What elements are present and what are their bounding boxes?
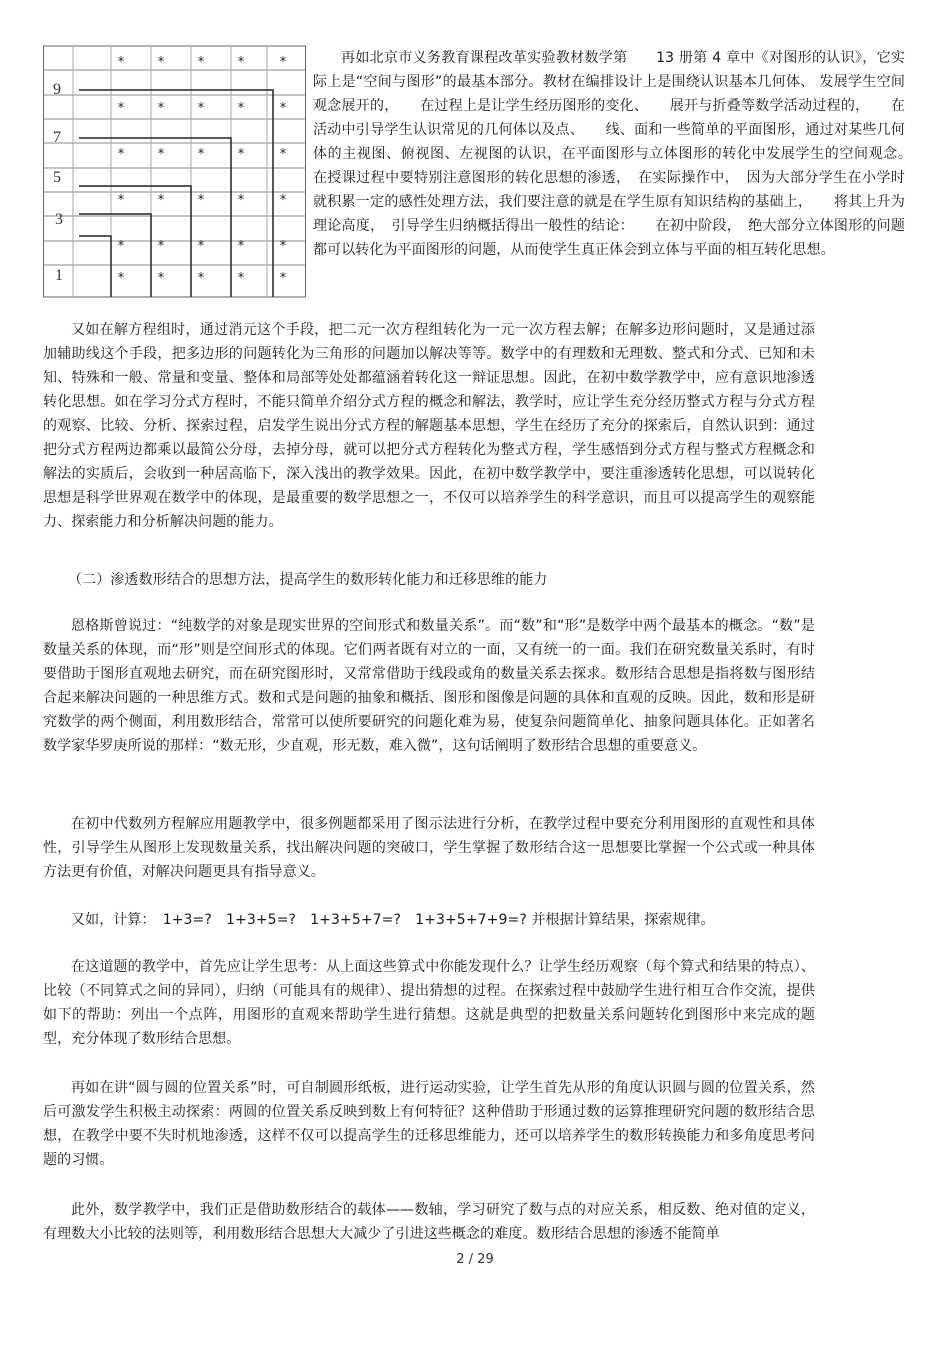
dot-marker: * xyxy=(157,271,165,286)
paragraph-dot-array-teaching: 在这道题的教学中，首先应让学生思考：从上面这些算式中你能发现什么？让学生经历观察（每个算式和结果的特点）、比较（不同算式之间的异同），归纳（可能具有的规律）、提出猜想的过程。在探索过程中鼓励学生进行相互合作交流，提供如下的帮助：列出一个点阵，用图形的直观来帮助学生进行猜想。这就是典型的把数量关系问题转化到图形中来完成的题型，充分体现了数形结合思想。 xyxy=(43,959,815,1047)
paragraph-number-line: 此外，数学教学中，我们正是借助数形结合的载体——数轴，学习研究了数与点的对应关系，相反数、绝对值的定义，有理数大小比较的法则等，利用数形结合思想大大减少了引进这些概念的难度。数形结合思想的渗透不能简单 xyxy=(43,1202,815,1242)
row-label-7: 7 xyxy=(53,129,61,146)
dot-marker: * xyxy=(279,55,287,70)
l-shape-7 xyxy=(79,138,231,297)
dot-marker: * xyxy=(197,193,205,208)
dot-marker: * xyxy=(117,55,125,70)
dot-marker: * xyxy=(279,101,287,116)
dot-marker: * xyxy=(237,271,245,286)
dot-marker: * xyxy=(279,147,287,162)
intro-paragraph: 再如北京市义务教育课程改革实验教材数学第 13 册第 4 章中《对图形的认识》，它实际上是“空间与图形”的最基本部分。教材在编排设计上是围绕认识基本几何体、 发展学生空间观念展开的， 在过程上是让学生经历图形的变化、 展开与折叠等数学活动过程的， 在活动中引导学生认识常见的几何体以及点、 线、面和一些简单的平面图形，通过对某些几何体的主视图、俯视图、左视图的认识，在平面图形与立体图形的转化中发展学生的空间观念。 在授课过程中要特别注意图形的转化思想的渗透， 在实际操作中， 因为大部分学生在小学时就积累一定的感性处理方法，我们要注意的就是在学生原有知识结构的基础上， 将其上升为理论高度， 引导学生归纳概括得出一般性的结论： 在初中阶段， 绝大部分立体图形的问题都可以转化为平面图形的问题，从而使学生真正体会到立体与平面的相互转化思想。 xyxy=(313,50,934,258)
row-label-1: 1 xyxy=(55,267,63,284)
dot-marker: * xyxy=(117,239,125,254)
page-number: 2 / 29 xyxy=(456,1252,494,1267)
paragraph-engels: 恩格斯曾说过：“纯数学的对象是现实世界的空间形式和数量关系”。而“数”和“形”是数学中两个最基本的概念。“数”是数量关系的体现，而“形”则是空间形式的体现。它们两者既有对立的一面，又有统一的一面。我们在研究数量关系时，有时要借助于图形直观地去研究，而在研究图形时，又常常借助于线段或角的数量关系去探求。数形结合思想是指将数与图形结合起来解决问题的一种思维方式。数和式是问题的抽象和概括、图形和图像是问题的具体和直观的反映。因此，数和形是研究数学的两个侧面，利用数形结合，常常可以使所要研究的问题化难为易，使复杂问题简单化、抽象问题具体化。正如著名数学家华罗庚所说的那样：“数无形，少直观，形无数，难入微”，这句话阐明了数形结合思想的重要意义。 xyxy=(43,618,815,754)
dot-marker: * xyxy=(117,101,125,116)
dot-marker: * xyxy=(197,55,205,70)
dot-marker: * xyxy=(237,55,245,70)
l-shape-1 xyxy=(79,236,111,297)
paragraph-algebra-word-problems: 在初中代数列方程解应用题教学中，很多例题都采用了图示法进行分析，在教学过程中要充分利用图形的直观性和具体性，引导学生从图形上发现数量关系，找出解决问题的突破口，学生掌握了数形结合这一思想要比掌握一个公式或一种具体方法更有价值，对解决问题更具有指导意义。 xyxy=(43,816,815,880)
dot-array-figure xyxy=(43,42,306,298)
dot-marker: * xyxy=(117,271,125,286)
dot-marker: * xyxy=(157,101,165,116)
dot-marker: * xyxy=(237,239,245,254)
dot-marker: * xyxy=(157,55,165,70)
paragraph-transformation: 又如在解方程组时，通过消元这个手段，把二元一次方程组转化为一元一次方程去解；在解多边形问题时，又是通过添加辅助线这个手段，把多边形的问题转化为三角形的问题加以解决等等。数学中的有理数和无理数、整式和分式、已知和未知、特殊和一般、常量和变量、整体和局部等处处都蕴涵着转化这一辩证思想。因此，在初中数学教学中，应有意识地渗透转化思想。如在学习分式方程时，不能只简单介绍分式方程的概念和解法，教学时，应让学生充分经历整式方程与分式方程的观察、比较、分析、探索过程，启发学生说出分式方程的解题基本思想，学生在经历了充分的探索后，自然认识到：通过把分式方程两边都乘以最简公分母，去掉分母，就可以把分式方程转化为整式方程，学生感悟到分式方程与整式方程概念和解法的实质后，会收到一种居高临下，深入浅出的教学效果。因此，在初中数学教学中，要注重渗透转化思想，可以说转化思想是科学世界观在数学中的体现，是最重要的数学思想之一，不仅可以培养学生的科学意识，而且可以提高学生的观察能力、探索能力和分析解决问题的能力。 xyxy=(43,322,815,530)
dot-marker: * xyxy=(157,239,165,254)
paragraph-circle-relation: 再如在讲“圆与圆的位置关系”时，可自制圆形纸板，进行运动实验，让学生首先从形的角度认识圆与圆的位置关系，然后可激发学生积极主动探索：两圆的位置关系反映到数上有何特征？这种借助于形通过数的运算推理研究问题的数形结合思想，在教学中要不失时机地渗透，这样不仅可以提高学生的迁移思维能力，还可以培养学生的数形转换能力和多角度思考问题的习惯。 xyxy=(43,1080,815,1168)
dot-marker: * xyxy=(117,147,125,162)
dot-array-diagram xyxy=(43,42,306,298)
dot-marker: * xyxy=(197,101,205,116)
dot-marker: * xyxy=(117,193,125,208)
dot-marker: * xyxy=(157,193,165,208)
dot-marker: * xyxy=(197,147,205,162)
figure-frame xyxy=(44,46,306,297)
dot-marker: * xyxy=(197,271,205,286)
paragraph-sum-example: 又如，计算： 1+3=? 1+3+5=? 1+3+5+7=? 1+3+5+7+9=? 并根据计算结果，探索规律。 xyxy=(71,912,715,928)
dot-marker: * xyxy=(279,239,287,254)
section-heading: （二）渗透数形结合的思想方法，提高学生的数形转化能力和迁移思维的能力 xyxy=(68,572,548,588)
row-label-3: 3 xyxy=(55,211,63,228)
dot-marker: * xyxy=(279,271,287,286)
l-shape-3 xyxy=(79,214,151,297)
row-label-9: 9 xyxy=(53,81,61,98)
dot-marker: * xyxy=(197,239,205,254)
dot-marker: * xyxy=(237,147,245,162)
dot-marker: * xyxy=(279,193,287,208)
dot-marker: * xyxy=(237,101,245,116)
row-label-5: 5 xyxy=(53,169,61,186)
dot-marker: * xyxy=(157,147,165,162)
dot-marker: * xyxy=(237,193,245,208)
